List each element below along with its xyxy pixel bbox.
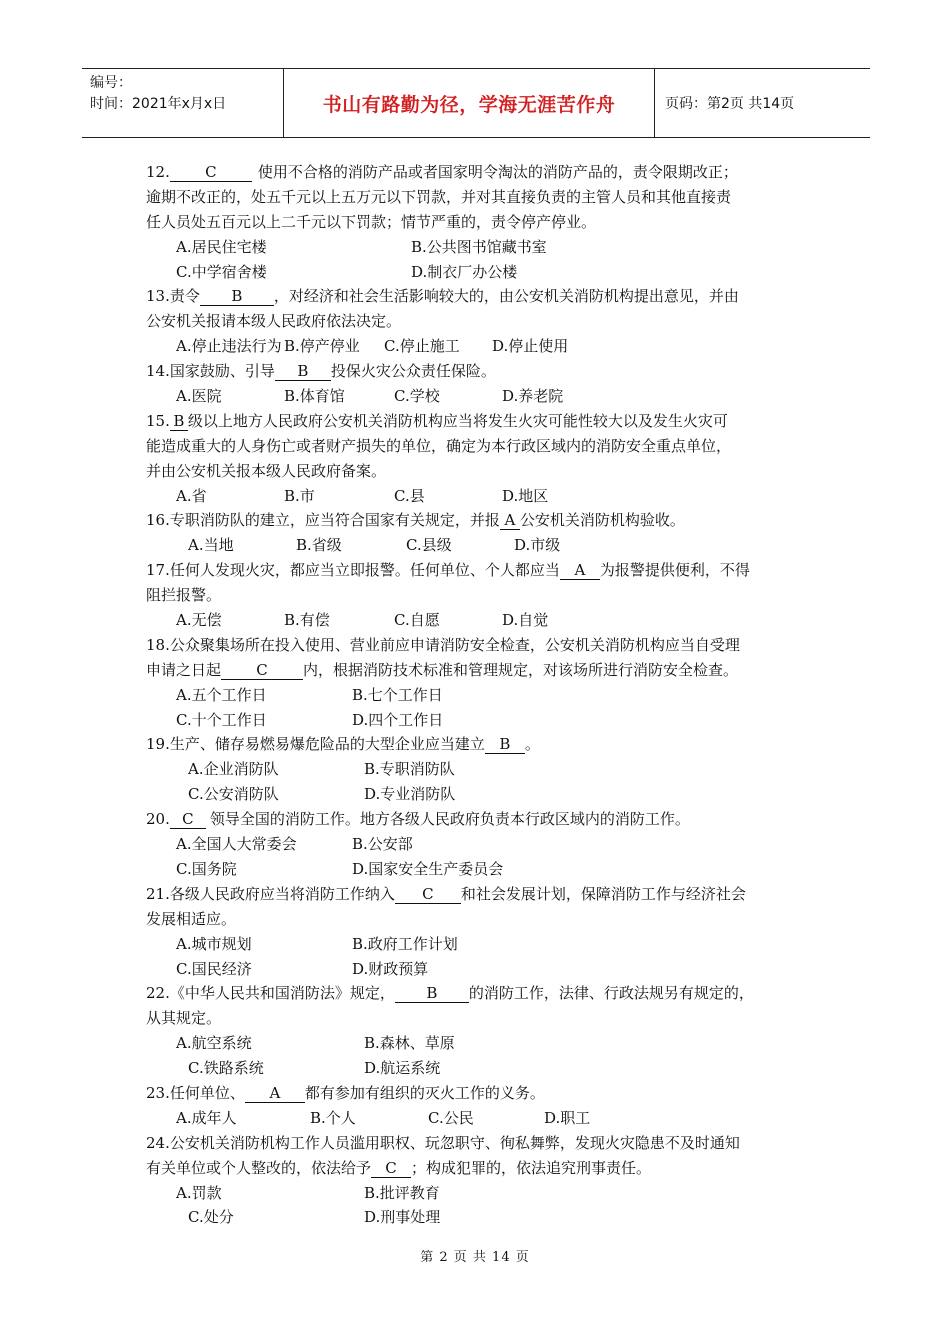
option-d: D.国家安全生产委员会: [352, 859, 504, 878]
answer-blank-18: C: [221, 661, 303, 680]
option-d: D.市级: [514, 536, 561, 555]
question-19-options-1: [146, 757, 814, 782]
option-b: B.批评教育: [364, 1183, 440, 1202]
answer-blank-21: C: [395, 885, 461, 904]
option-d: D.停止使用: [492, 337, 569, 356]
question-list: [146, 160, 814, 1230]
header-meta: [82, 69, 283, 137]
question-18-options-2: [146, 708, 814, 733]
option-c: C.县: [394, 486, 425, 505]
serial-label: 编号：: [90, 75, 132, 91]
question-16-options: [146, 533, 814, 558]
option-b: B.政府工作计划: [352, 934, 458, 953]
option-c: C.自愿: [394, 611, 440, 630]
question-13-options: [146, 334, 814, 359]
answer-blank-22: B: [395, 984, 469, 1003]
option-c: C.国民经济: [176, 959, 252, 978]
question-21-line-1: 21.各级人民政府应当将消防工作纳入 C 和社会发展计划，保障消防工作与经济社会: [146, 884, 746, 903]
header-motto: 书山有路勤为径，学海无涯苦作舟: [283, 69, 655, 137]
option-b: B.市: [284, 486, 315, 505]
option-d: D.四个工作日: [352, 710, 444, 729]
question-20-options-2: [146, 857, 814, 882]
question-20-line-1: 20. C 领导全国的消防工作。地方各级人民政府负责本行政区域内的消防工作。: [146, 810, 690, 829]
option-a: A.当地: [188, 536, 234, 555]
question-24-line-2: 有关单位或个人整改的，依法给予 C ；构成犯罪的，依法追究刑事责任。: [146, 1158, 652, 1177]
question-20-options-1: [146, 832, 814, 857]
option-a: A.五个工作日: [176, 685, 267, 704]
question-13-line-2: 公安机关报请本级人民政府依法决定。: [146, 312, 402, 331]
option-a: A.城市规划: [176, 934, 252, 953]
option-c: C.停止施工: [384, 337, 460, 356]
option-a: A.医院: [176, 387, 222, 406]
answer-blank-23: A: [245, 1084, 305, 1103]
option-c: C.县级: [406, 536, 452, 555]
option-d: D.养老院: [502, 387, 564, 406]
option-a: A.企业消防队: [188, 760, 279, 779]
question-19-options-2: [146, 782, 814, 807]
option-b: B.公安部: [352, 835, 413, 854]
question-18-line-2: 申请之日起 C 内，根据消防技术标准和管理规定，对该场所进行消防安全检查。: [146, 660, 739, 679]
question-18-options-1: [146, 683, 814, 708]
answer-blank-14: B: [275, 362, 331, 381]
option-d: D.财政预算: [352, 959, 429, 978]
option-d: D.制衣厂办公楼: [411, 262, 518, 281]
question-17-line-1: 17.任何人发现火灾，都应当立即报警。任何单位、个人都应当 A 为报警提供便利，不得: [146, 561, 750, 580]
question-12-line-1: 12. C 使用不合格的消防产品或者国家明令淘汰的消防产品的，责令限期改正；: [146, 163, 738, 181]
option-b: B.七个工作日: [352, 685, 443, 704]
question-21-options-2: [146, 957, 814, 982]
answer-blank-13: B: [200, 287, 274, 306]
option-a: A.居民住宅楼: [176, 237, 267, 256]
option-a: A.无偿: [176, 611, 222, 630]
question-15-options: [146, 484, 814, 509]
question-22-options-1: [146, 1031, 814, 1056]
page-header: [82, 68, 870, 138]
option-c: C.公安消防队: [188, 785, 279, 804]
question-12-line-3: 任人员处五百元以上二千元以下罚款；情节严重的，责令停产停业。: [146, 212, 597, 231]
option-b: B.专职消防队: [364, 760, 455, 779]
option-a: A.航空系统: [176, 1034, 252, 1053]
option-c: C.国务院: [176, 859, 237, 878]
option-a: A.罚款: [176, 1183, 222, 1202]
option-a: A.停止违法行为: [176, 337, 282, 356]
option-a: A.省: [176, 486, 207, 505]
question-23-options: [146, 1106, 814, 1131]
option-d: D.专业消防队: [364, 785, 456, 804]
option-a: A.成年人: [176, 1108, 237, 1127]
option-b: B.有偿: [284, 611, 330, 630]
option-d: D.职工: [544, 1108, 591, 1127]
answer-blank-17: A: [560, 561, 600, 580]
option-c: C.铁路系统: [188, 1059, 264, 1078]
question-24-options-2: [146, 1205, 814, 1230]
option-d: D.刑事处理: [364, 1208, 441, 1227]
page-footer: 第 2 页 共 14 页: [420, 1250, 530, 1265]
question-15-line-2: 能造成重大的人身伤亡或者财产损失的单位，确定为本行政区域内的消防安全重点单位，: [146, 436, 732, 455]
option-b: B.体育馆: [284, 387, 345, 406]
option-c: C.公民: [428, 1108, 474, 1127]
question-24-options-1: [146, 1181, 814, 1206]
answer-blank-19: B: [485, 735, 525, 754]
answer-blank-20: C: [170, 810, 206, 829]
option-b: B.停产停业: [284, 337, 360, 356]
question-14-line-1: 14.国家鼓励、引导 B 投保火灾公众责任保险。: [146, 362, 496, 381]
answer-blank-16: A: [500, 511, 520, 530]
answer-blank-12: C: [170, 163, 252, 182]
option-d: D.地区: [502, 486, 549, 505]
time-label: 时间：2021年x月x日: [90, 96, 227, 112]
question-24-line-1: 24.公安机关消防机构工作人员滥用职权、玩忽职守、徇私舞弊，发现火灾隐患不及时通知: [146, 1133, 740, 1152]
option-b: B.个人: [310, 1108, 356, 1127]
question-22-line-1: 22.《中华人民共和国消防法》规定， B 的消防工作，法律、行政法规另有规定的，: [146, 984, 754, 1003]
option-c: C.处分: [188, 1208, 234, 1227]
option-c: C.中学宿舍楼: [176, 262, 267, 281]
question-23-line-1: 23.任何单位、 A 都有参加有组织的灭火工作的义务。: [146, 1083, 545, 1102]
question-19-line-1: 19.生产、储存易燃易爆危险品的大型企业应当建立 B 。: [146, 735, 540, 754]
question-17-line-2: 阻拦报警。: [146, 586, 222, 605]
question-14-options: [146, 384, 814, 409]
question-15-line-1: 15. B 级以上地方人民政府公安机关消防机构应当将发生火灾可能性较大以及发生火灾可: [146, 411, 728, 430]
question-17-options: [146, 608, 814, 633]
question-12-options-1: [146, 235, 814, 260]
question-12-line-2: 逾期不改正的，处五千元以上五万元以下罚款，并对其直接负责的主管人员和其他直接责: [146, 187, 732, 206]
option-b: B.省级: [296, 536, 342, 555]
question-21-options-1: [146, 932, 814, 957]
question-21-line-2: 发展相适应。: [146, 909, 237, 928]
option-d: D.自觉: [502, 611, 549, 630]
answer-blank-15: B: [170, 412, 188, 431]
question-16-line-1: 16.专职消防队的建立，应当符合国家有关规定，并报 A 公安机关消防机构验收。: [146, 511, 685, 530]
option-c: C.学校: [394, 387, 440, 406]
question-13-line-1: 13.责令 B ，对经济和社会生活影响较大的，由公安机关消防机构提出意见，并由: [146, 287, 739, 306]
option-b: B.公共图书馆藏书室: [411, 237, 547, 256]
option-b: B.森林、草原: [364, 1034, 455, 1053]
question-18-line-1: 18.公众聚集场所在投入使用、营业前应申请消防安全检查，公安机关消防机构应当自受理: [146, 635, 740, 654]
option-a: A.全国人大常委会: [176, 835, 297, 854]
answer-blank-24: C: [371, 1159, 411, 1178]
option-d: D.航运系统: [364, 1059, 441, 1078]
question-22-line-2: 从其规定。: [146, 1009, 222, 1028]
question-22-options-2: [146, 1056, 814, 1081]
question-15-line-3: 并由公安机关报本级人民政府备案。: [146, 461, 387, 480]
question-12-options-2: [146, 260, 814, 285]
header-page-info: 页码：第2页 共14页: [665, 96, 795, 112]
option-c: C.十个工作日: [176, 710, 267, 729]
